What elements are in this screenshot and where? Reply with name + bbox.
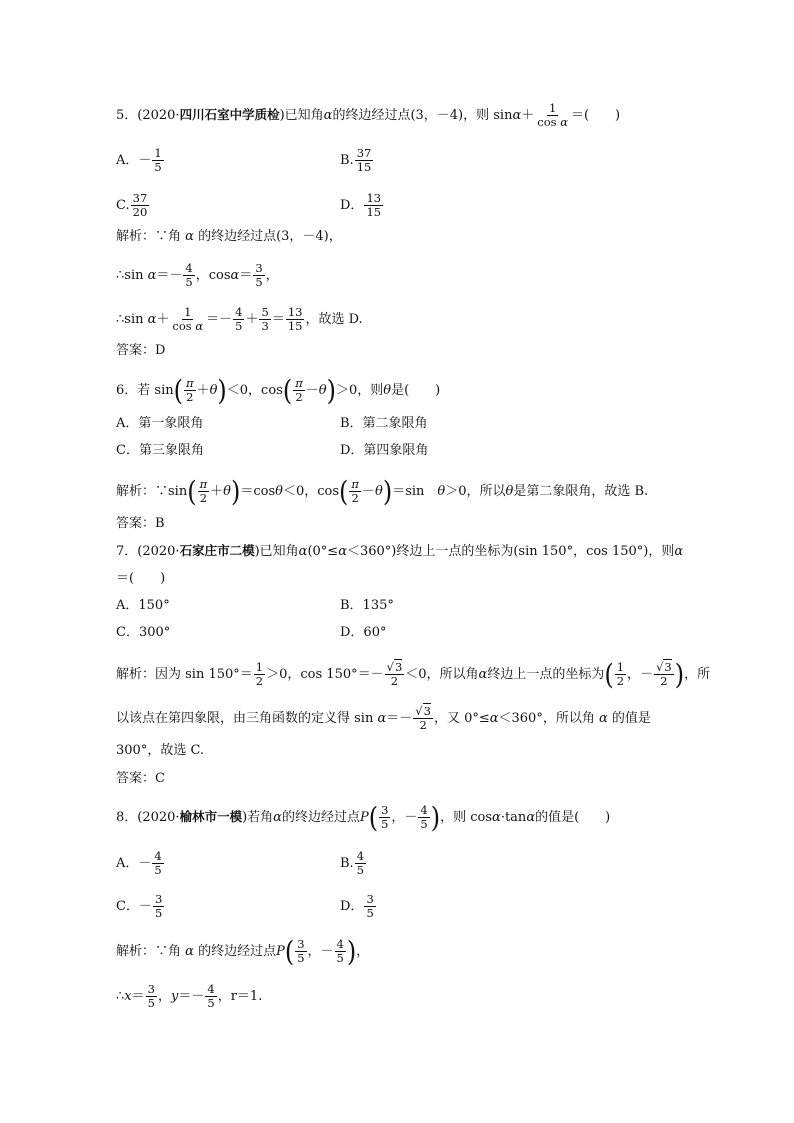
q7-option-d: D．60° [340,625,387,640]
q5-option-b: B. $\frac{37}{15}$ [340,146,372,174]
q6-answer: 答案：B [116,516,165,531]
q6-option-b: B．第二象限角 [340,416,428,431]
q8-option-c: C．－ $\frac{3}{5}$ [116,892,163,920]
q8-solution-1: 解析：∵角 α 的终边经过点P( $\frac{3}{5}$ ，－ $\frac{4}{5}$ )， [116,935,370,968]
q6-option-c: C．第三象限角 [116,443,204,458]
q7-option-c: C．300° [116,625,171,640]
q5-solution-3: ∴sin α＋ $\frac{1}{\text{cos α}}$ ＝－ $\frac{4}{5}$ ＋ $\frac{5}{3}$ ＝ $\frac{13}{15}$ ，故选 D. [116,305,363,333]
q8-option-a: A．－ $\frac{4}{5}$ [116,849,162,877]
q5-option-d: D． $\frac{13}{15}$ [340,191,382,219]
q7-option-b: B．135° [340,598,394,613]
q8-option-d: D． $\frac{3}{5}$ [340,892,374,920]
q7-solution-1: 解析：因为 sin 150°＝ $\frac{1}{2}$ ＞0，cos 150°＝－ $\frac{√3}{2}$ ＜0，所以角α终边上一点的坐标为( $\frac{1}{2}$ ，－ $\frac{√3}{2}$ )，所 [116,658,711,691]
q8-solution-2: ∴x＝ $\frac{3}{5}$ ，y＝－ $\frac{4}{5}$ ，r＝1. [116,982,263,1010]
q5-option-a: A．－ $\frac{1}{5}$ [116,146,162,174]
q7-stem-line2: ＝( ) [116,571,166,586]
q7-option-a: A．150° [116,598,170,613]
q6-stem: 6．若 sin( $\frac{\pi}{2}$ ＋θ)＜0，cos( $\frac{\pi}{2}$ －θ)＞0，则θ是( ) [116,374,441,407]
q6-option-a: A．第一象限角 [116,416,204,431]
q7-solution-3: 300°，故选 C. [116,743,205,758]
q8-stem: 8．(2020·榆林市一模)若角α的终边经过点P( $\frac{3}{5}$ ，－ $\frac{4}{5}$ )，则 cosα·tanα的值是( ) [116,801,611,834]
q7-solution-2: 以该点在第四象限，由三角函数的定义得 sin α＝－ $\frac{√3}{2}$ ，又 0°≤α＜360°，所以角 α 的值是 [116,704,651,732]
q5-solution-2: ∴sin α＝－ $\frac{4}{5}$ ，cosα＝ $\frac{3}{5}$ ， [116,261,279,289]
q5-option-c: C. $\frac{37}{20}$ [116,191,148,219]
q6-option-d: D．第四象限角 [340,443,429,458]
q5-stem: 5．(2020·四川石室中学质检)已知角α的终边经过点(3，－4)，则 sinα＋ $\frac{1}{\text{cos α}}$ ＝( ) [116,101,621,129]
q8-option-b: B. $\frac{4}{5}$ [340,849,365,877]
q6-solution: 解析：∵sin( $\frac{\pi}{2}$ ＋θ)＝cosθ＜0，cos( $\frac{\pi}{2}$ －θ)＝sin θ＞0，所以θ是第二象限角，故选 B. [116,475,649,508]
q7-answer: 答案：C [116,771,165,786]
q5-answer: 答案：D [116,343,166,358]
q5-solution-1: 解析：∵角 α 的终边经过点(3，－4)， [116,229,342,244]
q7-stem: 7．(2020·石家庄市二模)已知角α(0°≤α＜360°)终边上一点的坐标为(sin 150°，cos 150°)，则α [116,543,684,559]
